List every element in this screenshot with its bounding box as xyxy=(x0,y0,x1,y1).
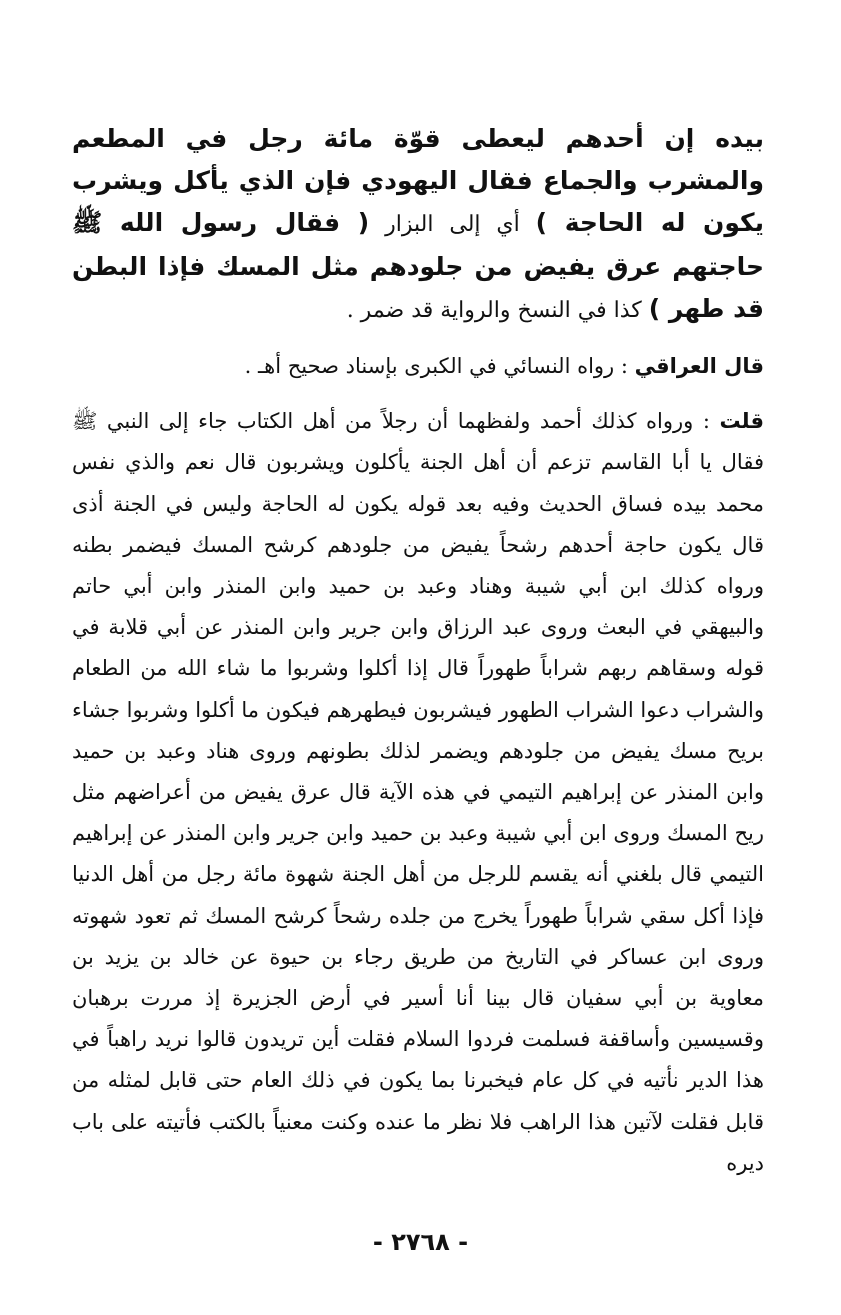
paragraph-hadith xyxy=(72,118,764,332)
hadith-text-2: ( فقال رسول الله ﷺ حاجتهم عرق يفيض من جلودهم مثل المسك فإذا البطن قد طهر ) xyxy=(72,208,764,323)
commentary-text-2: كذا في النسخ والرواية قد ضمر . xyxy=(346,298,649,323)
page-number: - ٢٧٦٨ - xyxy=(372,1228,469,1256)
iraqi-label: قال العراقي xyxy=(634,354,764,378)
qultu-label: قلت xyxy=(719,409,764,434)
iraqi-text: : رواه النسائي في الكبرى بإسناد صحيح أهـ . xyxy=(244,354,635,378)
paragraph-iraqi xyxy=(72,346,764,387)
page-content xyxy=(72,118,764,1184)
paragraph-qultu xyxy=(72,401,764,1184)
hadith-text-1: بيده إن أحدهم ليعطى قوّة مائة رجل في المطعم والمشرب والجماع فقال اليهودي فإن الذي يأكل ويشرب يكون له الحاجة ) xyxy=(72,124,764,237)
qultu-text: : ورواه كذلك أحمد ولفظهما أن رجلاً من أهل الكتاب جاء إلى النبي ﷺ فقال يا أبا القاسم تزعم أن أهل الجنة يأكلون ويشربون قال نعم والذي نفس محمد بيده فساق الحديث وفيه بعد قوله يكون له الحاجة وليس في الجنة أذى قال يكون حاجة أحدهم رشحاً يفيض من جلودهم كرشح المسك فيضمر بطنه ورواه كذلك ابن أبي شيبة وهناد وعبد بن حميد وابن المنذر وابن أبي حاتم والبيهقي في البعث وروى عبد الرزاق وابن جرير وابن المنذر عن أبي قلابة في قوله وسقاهم ربهم شراباً طهوراً قال إذا أكلوا وشربوا ما شاء الله من الطعام والشراب دعوا الشراب الطهور فيشربون فيطهرهم فيكون ما أكلوا وشربوا جشاء بريح مسك يفيض من جلودهم ويضمر لذلك بطونهم وروى هناد وعبد بن حميد وابن المنذر عن إبراهيم التيمي في هذه الآية قال عرق يفيض من أعراضهم مثل ريح المسك وروى ابن أبي شيبة وعبد بن حميد وابن جرير وابن المنذر عن إبراهيم التيمي قال بلغني أنه يقسم للرجل من أهل الجنة شهوة مائة رجل من أهل الدنيا فإذا أكل سقي شراباً طهوراً يخرج من جلده رشحاً كرشح المسك ثم تعود شهوته وروى ابن عساكر في التاريخ من طريق رجاء بن حيوة عن خالد بن يزيد بن معاوية بن أبي سفيان قال بينا أنا أسير في أرض الجزيرة إذ مررت برهبان وقسيسين وأساقفة فسلمت فردوا السلام فقلت أين تريدون قالوا نريد راهباً في هذا الدير نأتيه في كل عام فيخبرنا بما يكون في ذلك العام حتى قابل لمثله من قابل فقلت لآتين هذا الراهب فلا نظر ما عنده وكنت معنياً بالكتب فأتيته على باب ديره xyxy=(72,409,764,1175)
commentary-text-1: أي إلى البزار xyxy=(369,212,536,237)
